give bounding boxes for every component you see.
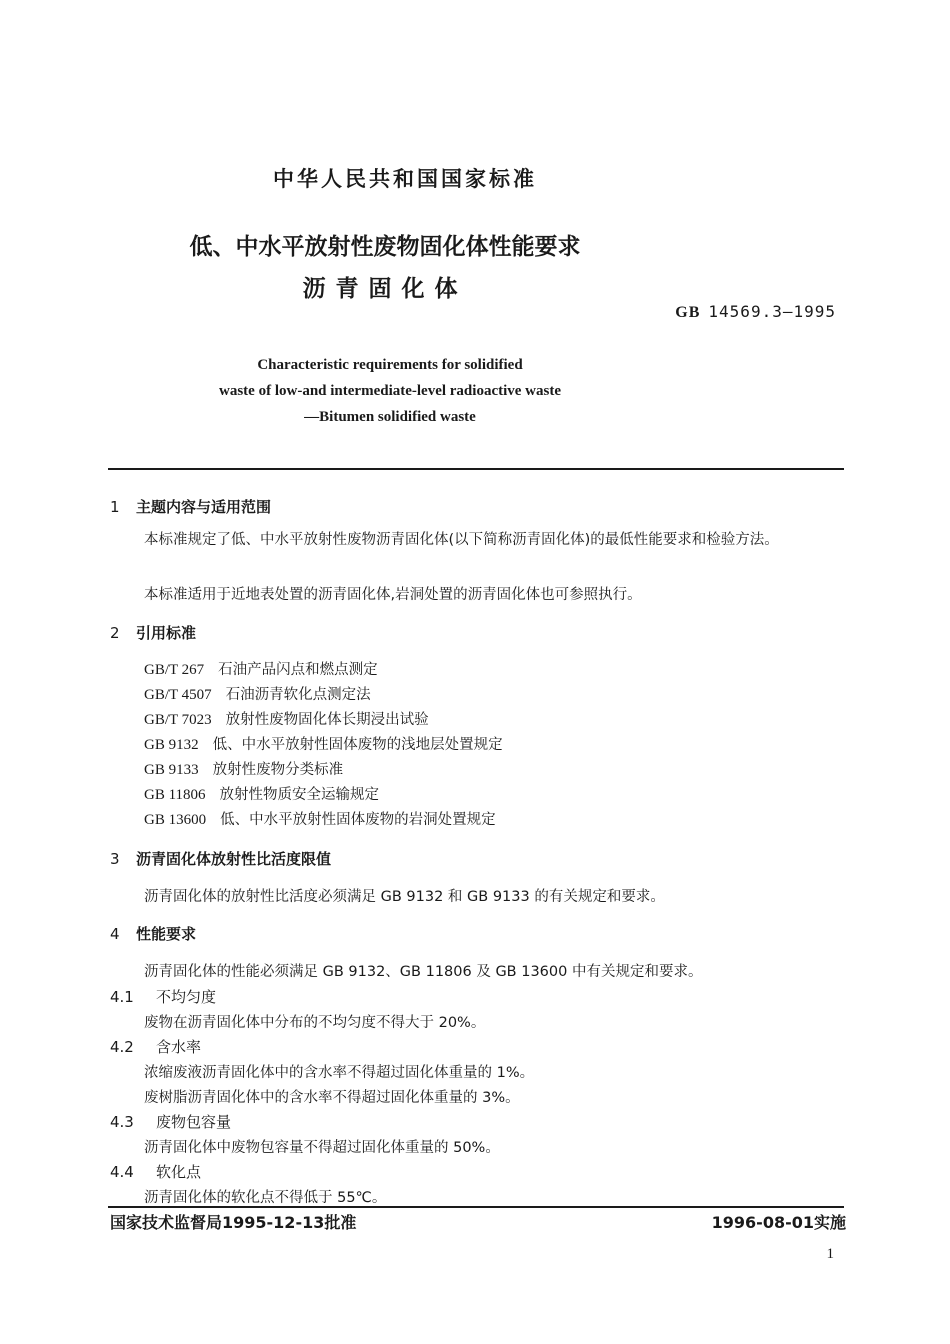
reference-item: GB 11806 放射性物质安全运输规定 [144, 787, 380, 803]
subsection-4-4-heading: 4.4 软化点 [110, 1163, 202, 1181]
reference-item: GB 9132 低、中水平放射性固体废物的浅地层处置规定 [144, 737, 503, 753]
national-standard-heading: 中华人民共和国国家标准 [273, 167, 537, 191]
section-1-paragraph-2: 本标准适用于近地表处置的沥青固化体,岩洞处置的沥青固化体也可参照执行。 [144, 587, 642, 603]
subsection-4-2-paragraph-1: 浓缩废液沥青固化体中的含水率不得超过固化体重量的 1%。 [144, 1065, 535, 1081]
section-4-paragraph-1: 沥青固化体的性能必须满足 GB 9132、GB 11806 及 GB 13600 中有关规定和要求。 [144, 964, 703, 980]
section-3-paragraph-1: 沥青固化体的放射性比活度必须满足 GB 9132 和 GB 9133 的有关规定和要求。 [144, 889, 665, 905]
bottom-divider [108, 1206, 844, 1208]
effective-date: 1996-08-01实施 [711, 1213, 846, 1232]
section-number: 2 [110, 624, 120, 642]
subsection-4-1-paragraph: 废物在沥青固化体中分布的不均匀度不得大于 20%。 [144, 1015, 486, 1031]
subsection-4-2-paragraph-2: 废树脂沥青固化体中的含水率不得超过固化体重量的 3%。 [144, 1090, 520, 1106]
top-divider [108, 468, 844, 470]
section-4-heading [110, 923, 196, 944]
section-2-heading [110, 622, 196, 643]
section-title: 沥青固化体放射性比活度限值 [136, 850, 332, 868]
reference-item: GB/T 7023 放射性废物固化体长期浸出试验 [144, 712, 429, 728]
section-number: 3 [110, 850, 120, 868]
subsection-4-2-heading: 4.2 含水率 [110, 1038, 202, 1056]
section-title: 引用标准 [136, 624, 197, 642]
reference-item: GB/T 267 石油产品闪点和燃点测定 [144, 662, 378, 678]
approval-date: 国家技术监督局1995-12-13批准 [110, 1213, 357, 1232]
standard-code-number: 14569.3—1995 [708, 302, 836, 321]
subsection-4-3-paragraph: 沥青固化体中废物包容量不得超过固化体重量的 50%。 [144, 1140, 500, 1156]
standard-code-prefix: GB [675, 304, 701, 321]
section-title: 性能要求 [136, 925, 197, 943]
reference-item: GB 9133 放射性废物分类标准 [144, 762, 344, 778]
subsection-4-3-heading: 4.3 废物包容量 [110, 1113, 232, 1131]
english-title-line2: waste of low-and intermediate-level radioactive waste [219, 383, 561, 399]
reference-item: GB/T 4507 石油沥青软化点测定法 [144, 687, 371, 703]
subsection-4-1-heading: 4.1 不均匀度 [110, 988, 217, 1006]
english-title-line3: —Bitumen solidified waste [304, 409, 476, 425]
reference-item: GB 13600 低、中水平放射性固体废物的岩洞处置规定 [144, 812, 496, 828]
section-title: 主题内容与适用范围 [136, 498, 272, 516]
section-1-heading [110, 496, 271, 517]
document-title-line2: 沥青固化体 [302, 276, 468, 302]
section-number: 4 [110, 925, 120, 943]
english-title-line1: Characteristic requirements for solidified [257, 357, 523, 373]
document-title-line1: 低、中水平放射性废物固化体性能要求 [189, 234, 581, 260]
page-number: 1 [826, 1246, 834, 1262]
standard-code [675, 302, 836, 322]
section-1-paragraph-1: 本标准规定了低、中水平放射性废物沥青固化体(以下简称沥青固化体)的最低性能要求和检验方法。 [144, 532, 779, 548]
subsection-4-4-paragraph: 沥青固化体的软化点不得低于 55℃。 [144, 1190, 387, 1206]
section-3-heading [110, 848, 331, 869]
section-number: 1 [110, 498, 120, 516]
